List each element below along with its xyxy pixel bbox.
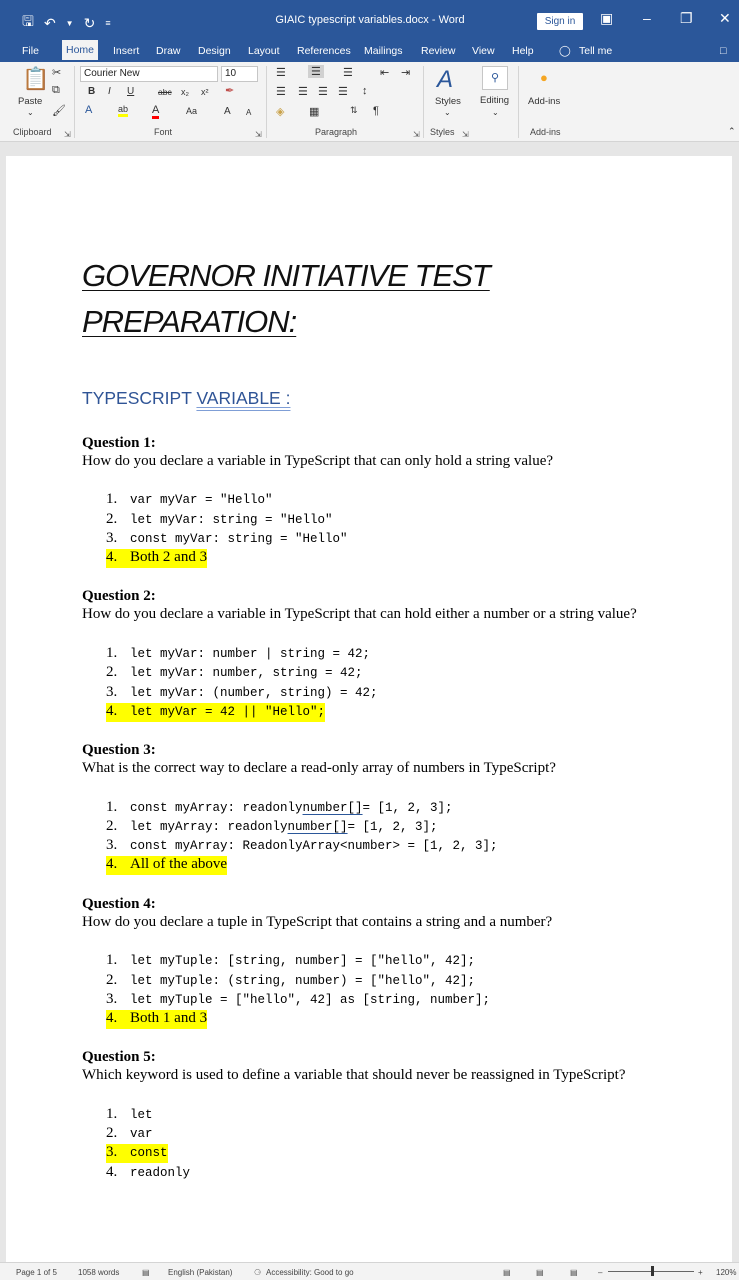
option-number: 4.: [106, 549, 118, 565]
option-number: 3.: [106, 991, 118, 1007]
proofing-icon[interactable]: ▤: [142, 1268, 150, 1277]
q4-option-4-highlighted: [106, 1010, 207, 1029]
question-5-title: Question 5:: [82, 1049, 156, 1065]
numbering-icon[interactable]: ☰: [308, 65, 324, 78]
option-text: let myTuple = ["hello", 42] as [string, number];: [130, 993, 491, 1007]
divider: [518, 66, 519, 138]
option-number: 3.: [106, 530, 118, 546]
superscript-button[interactable]: x²: [201, 87, 209, 97]
align-right-icon[interactable]: ☰: [318, 86, 328, 98]
tab-design[interactable]: Design: [198, 45, 231, 57]
customize-qat-icon[interactable]: ≡: [105, 18, 111, 28]
q5-option-3-highlighted: [106, 1144, 168, 1163]
styles-button[interactable]: Styles: [435, 96, 461, 107]
redo-icon[interactable]: ↻: [83, 14, 96, 31]
subheading-underlined: VARIABLE :: [196, 388, 291, 408]
ribbon-tabs: [0, 40, 739, 62]
section-subheading: [82, 388, 290, 409]
justify-icon[interactable]: ☰: [338, 86, 348, 98]
option-text: readonly: [130, 1166, 191, 1180]
restore-icon[interactable]: ❐: [680, 10, 693, 26]
option-text: Both 1 and 3: [130, 1010, 208, 1026]
option-text-flagged: number[]: [287, 820, 348, 834]
option-text-flagged: number[]: [302, 801, 363, 815]
status-bar: [0, 1262, 739, 1280]
option-text: let: [130, 1108, 153, 1122]
italic-button[interactable]: I: [108, 86, 111, 97]
add-ins-icon[interactable]: ●: [540, 70, 548, 85]
option-text: let myVar: string = "Hello": [130, 513, 333, 527]
q5-option-4: [106, 1164, 190, 1183]
question-4-text: How do you declare a tuple in TypeScript that contains a string and a number?: [82, 914, 553, 930]
divider: [423, 66, 424, 138]
tab-mailings[interactable]: Mailings: [364, 45, 403, 57]
paste-chevron-icon[interactable]: ⌄: [27, 108, 34, 117]
increase-indent-icon[interactable]: ⇥: [401, 67, 411, 79]
zoom-slider-handle[interactable]: [651, 1266, 654, 1276]
tab-file[interactable]: File: [22, 45, 39, 57]
tell-me-search[interactable]: Tell me: [579, 45, 613, 57]
font-name-box[interactable]: Courier New: [80, 66, 218, 82]
accessibility-status[interactable]: Accessibility: Good to go: [266, 1268, 354, 1277]
question-3-text: What is the correct way to declare a read-only array of numbers in TypeScript?: [82, 760, 556, 776]
title-bar: [0, 0, 739, 40]
show-marks-icon[interactable]: ¶: [373, 105, 379, 117]
web-layout-icon[interactable]: ▤: [570, 1268, 578, 1277]
ribbon-display-options-icon[interactable]: ▣: [600, 10, 614, 26]
tab-draw[interactable]: Draw: [156, 45, 181, 57]
option-text: const myArray: ReadonlyArray<number> = [1, 2, 3];: [130, 839, 498, 853]
document-heading-line1: GOVERNOR INITIATIVE TEST: [82, 258, 490, 293]
quick-access-toolbar: [22, 11, 111, 35]
q4-option-3: [106, 991, 490, 1010]
q1-option-4-highlighted: [106, 549, 207, 568]
accessibility-icon: ⚆: [254, 1268, 262, 1277]
tab-home[interactable]: Home: [62, 40, 98, 62]
q5-option-1: [106, 1106, 153, 1125]
grow-font-icon[interactable]: A: [224, 106, 231, 117]
option-number: 2.: [106, 972, 118, 988]
question-2-text: How do you declare a variable in TypeScript that can hold either a number or a string value?: [82, 606, 637, 622]
q3-option-1: [106, 799, 453, 818]
option-number: 2.: [106, 511, 118, 527]
option-text: let myTuple: [string, number] = ["hello", 42];: [130, 954, 476, 968]
line-spacing-icon[interactable]: ↕: [362, 85, 368, 97]
zoom-out-icon[interactable]: –: [598, 1268, 603, 1277]
close-icon[interactable]: ✕: [719, 10, 731, 26]
underline-button[interactable]: U: [127, 86, 135, 97]
option-number: 1.: [106, 491, 118, 507]
option-text: let myArray: readonly: [130, 820, 288, 834]
document-page[interactable]: [6, 156, 732, 1266]
tab-insert[interactable]: Insert: [113, 45, 140, 57]
decrease-indent-icon[interactable]: ⇤: [380, 67, 390, 79]
document-title: GIAIC typescript variables.docx - Word: [275, 14, 465, 26]
tab-help[interactable]: Help: [512, 45, 534, 57]
sort-icon[interactable]: ⇅: [350, 105, 358, 115]
q3-option-4-highlighted: [106, 856, 227, 875]
editing-button[interactable]: Editing: [480, 95, 510, 106]
q2-option-3: [106, 684, 378, 703]
chevron-down-icon[interactable]: ▼: [65, 18, 74, 28]
print-layout-icon[interactable]: ▤: [536, 1268, 544, 1277]
clear-formatting-icon[interactable]: ✒: [225, 85, 235, 97]
bold-button[interactable]: B: [88, 86, 96, 97]
option-text: const myArray: readonly: [130, 801, 303, 815]
option-text: Both 2 and 3: [130, 549, 208, 565]
tab-view[interactable]: View: [472, 45, 495, 57]
text-effects-icon[interactable]: A: [85, 104, 93, 116]
option-number: 2.: [106, 664, 118, 680]
option-number: 1.: [106, 645, 118, 661]
editing-chevron-icon[interactable]: ⌄: [492, 108, 499, 117]
option-text: const myVar: string = "Hello": [130, 532, 348, 546]
q1-option-1: [106, 491, 273, 510]
group-clipboard-label: Clipboard: [13, 127, 52, 137]
option-number: 4.: [106, 703, 118, 719]
undo-icon[interactable]: ↶: [43, 14, 56, 31]
option-text: let myVar = 42 || "Hello";: [130, 705, 326, 719]
divider: [74, 66, 75, 138]
option-text: let myTuple: (string, number) = ["hello", 42];: [130, 974, 476, 988]
tab-references[interactable]: References: [297, 45, 351, 57]
minimize-icon[interactable]: –: [643, 10, 651, 26]
question-2-title: Question 2:: [82, 588, 156, 604]
lightbulb-icon: ◯: [559, 45, 571, 57]
q2-option-2: [106, 664, 363, 683]
question-1-title: Question 1:: [82, 435, 156, 451]
question-3-title: Question 3:: [82, 742, 156, 758]
group-styles-label: Styles: [430, 127, 455, 137]
font-color-icon[interactable]: A: [152, 104, 159, 119]
option-number: 3.: [106, 837, 118, 853]
option-text: var myVar = "Hello": [130, 493, 273, 507]
highlight-color-icon[interactable]: ab: [118, 104, 128, 117]
paste-icon[interactable]: 📋: [22, 66, 50, 91]
multilevel-list-icon[interactable]: ☰: [343, 67, 353, 79]
option-number: 2.: [106, 1125, 118, 1141]
option-text: let myVar: number, string = 42;: [130, 666, 363, 680]
option-text: = [1, 2, 3];: [347, 820, 438, 834]
language-indicator[interactable]: English (Pakistan): [168, 1268, 233, 1277]
font-size-box[interactable]: 10: [221, 66, 258, 82]
question-5-text: Which keyword is used to define a variable that should never be reassigned in TypeScript?: [82, 1067, 626, 1083]
add-ins-button[interactable]: Add-ins: [528, 96, 561, 107]
q4-option-2: [106, 972, 475, 991]
read-mode-icon[interactable]: ▤: [503, 1268, 511, 1277]
option-number: 4.: [106, 1010, 118, 1026]
q3-option-2: [106, 818, 438, 837]
zoom-in-icon[interactable]: +: [698, 1268, 703, 1277]
styles-launcher-icon[interactable]: ⇲: [462, 130, 469, 139]
option-number: 3.: [106, 684, 118, 700]
shrink-font-icon[interactable]: A: [246, 108, 252, 117]
option-number: 2.: [106, 818, 118, 834]
q1-option-3: [106, 530, 348, 549]
option-text: All of the above: [130, 856, 228, 872]
zoom-level[interactable]: 120%: [716, 1268, 737, 1277]
question-4-title: Question 4:: [82, 896, 156, 912]
styles-chevron-icon[interactable]: ⌄: [444, 108, 451, 117]
q1-option-2: [106, 511, 333, 530]
q5-option-2: [106, 1125, 153, 1144]
group-paragraph-label: Paragraph: [315, 127, 358, 137]
option-text: const: [130, 1146, 168, 1160]
tab-layout[interactable]: Layout: [248, 45, 280, 57]
align-left-icon[interactable]: ☰: [276, 86, 286, 98]
ribbon: [0, 62, 739, 142]
comments-icon[interactable]: □: [720, 45, 727, 57]
bullets-icon[interactable]: ☰: [276, 67, 286, 79]
option-text: let myVar: (number, string) = 42;: [130, 686, 378, 700]
collapse-ribbon-icon[interactable]: ⌃: [728, 126, 736, 136]
paragraph-launcher-icon[interactable]: ⇲: [413, 130, 420, 139]
option-number: 1.: [106, 799, 118, 815]
option-number: 1.: [106, 952, 118, 968]
option-text: = [1, 2, 3];: [362, 801, 453, 815]
option-text: let myVar: number | string = 42;: [130, 647, 371, 661]
styles-icon[interactable]: A: [437, 66, 454, 93]
shading-icon[interactable]: ◈: [276, 106, 285, 118]
option-text: var: [130, 1127, 153, 1141]
word-count[interactable]: 1058 words: [78, 1268, 120, 1277]
borders-icon[interactable]: ▦: [309, 106, 320, 118]
copy-icon[interactable]: ⧉: [52, 84, 60, 96]
format-painter-icon[interactable]: 🖌: [52, 105, 66, 117]
q2-option-4-highlighted: [106, 703, 325, 722]
save-icon[interactable]: 🖫: [22, 13, 34, 29]
search-icon[interactable]: ⚲: [482, 66, 508, 90]
q2-option-1: [106, 645, 370, 664]
subheading-prefix: TYPESCRIPT: [82, 388, 197, 408]
option-number: 1.: [106, 1106, 118, 1122]
font-launcher-icon[interactable]: ⇲: [255, 130, 262, 139]
q4-option-1: [106, 952, 475, 971]
option-number: 4.: [106, 856, 118, 872]
sign-in-button[interactable]: Sign in: [537, 13, 583, 30]
question-1-text: How do you declare a variable in TypeScript that can only hold a string value?: [82, 453, 554, 469]
paste-button[interactable]: Paste: [18, 96, 43, 107]
tab-review[interactable]: Review: [421, 45, 456, 57]
group-addins-label: Add-ins: [530, 127, 561, 137]
strikethrough-button[interactable]: abc: [158, 87, 172, 97]
subscript-button[interactable]: x₂: [181, 87, 189, 97]
change-case-icon[interactable]: Aa: [186, 106, 198, 116]
divider: [266, 66, 267, 138]
clipboard-launcher-icon[interactable]: ⇲: [64, 130, 71, 139]
document-canvas: [0, 142, 739, 1262]
page-count[interactable]: Page 1 of 5: [16, 1268, 57, 1277]
group-font-label: Font: [154, 127, 173, 137]
option-number: 3.: [106, 1144, 118, 1160]
q3-option-3: [106, 837, 498, 856]
align-center-icon[interactable]: ☰: [298, 86, 308, 98]
document-heading-line2: PREPARATION:: [82, 304, 297, 339]
cut-icon[interactable]: ✂: [52, 67, 62, 79]
option-number: 4.: [106, 1164, 118, 1180]
